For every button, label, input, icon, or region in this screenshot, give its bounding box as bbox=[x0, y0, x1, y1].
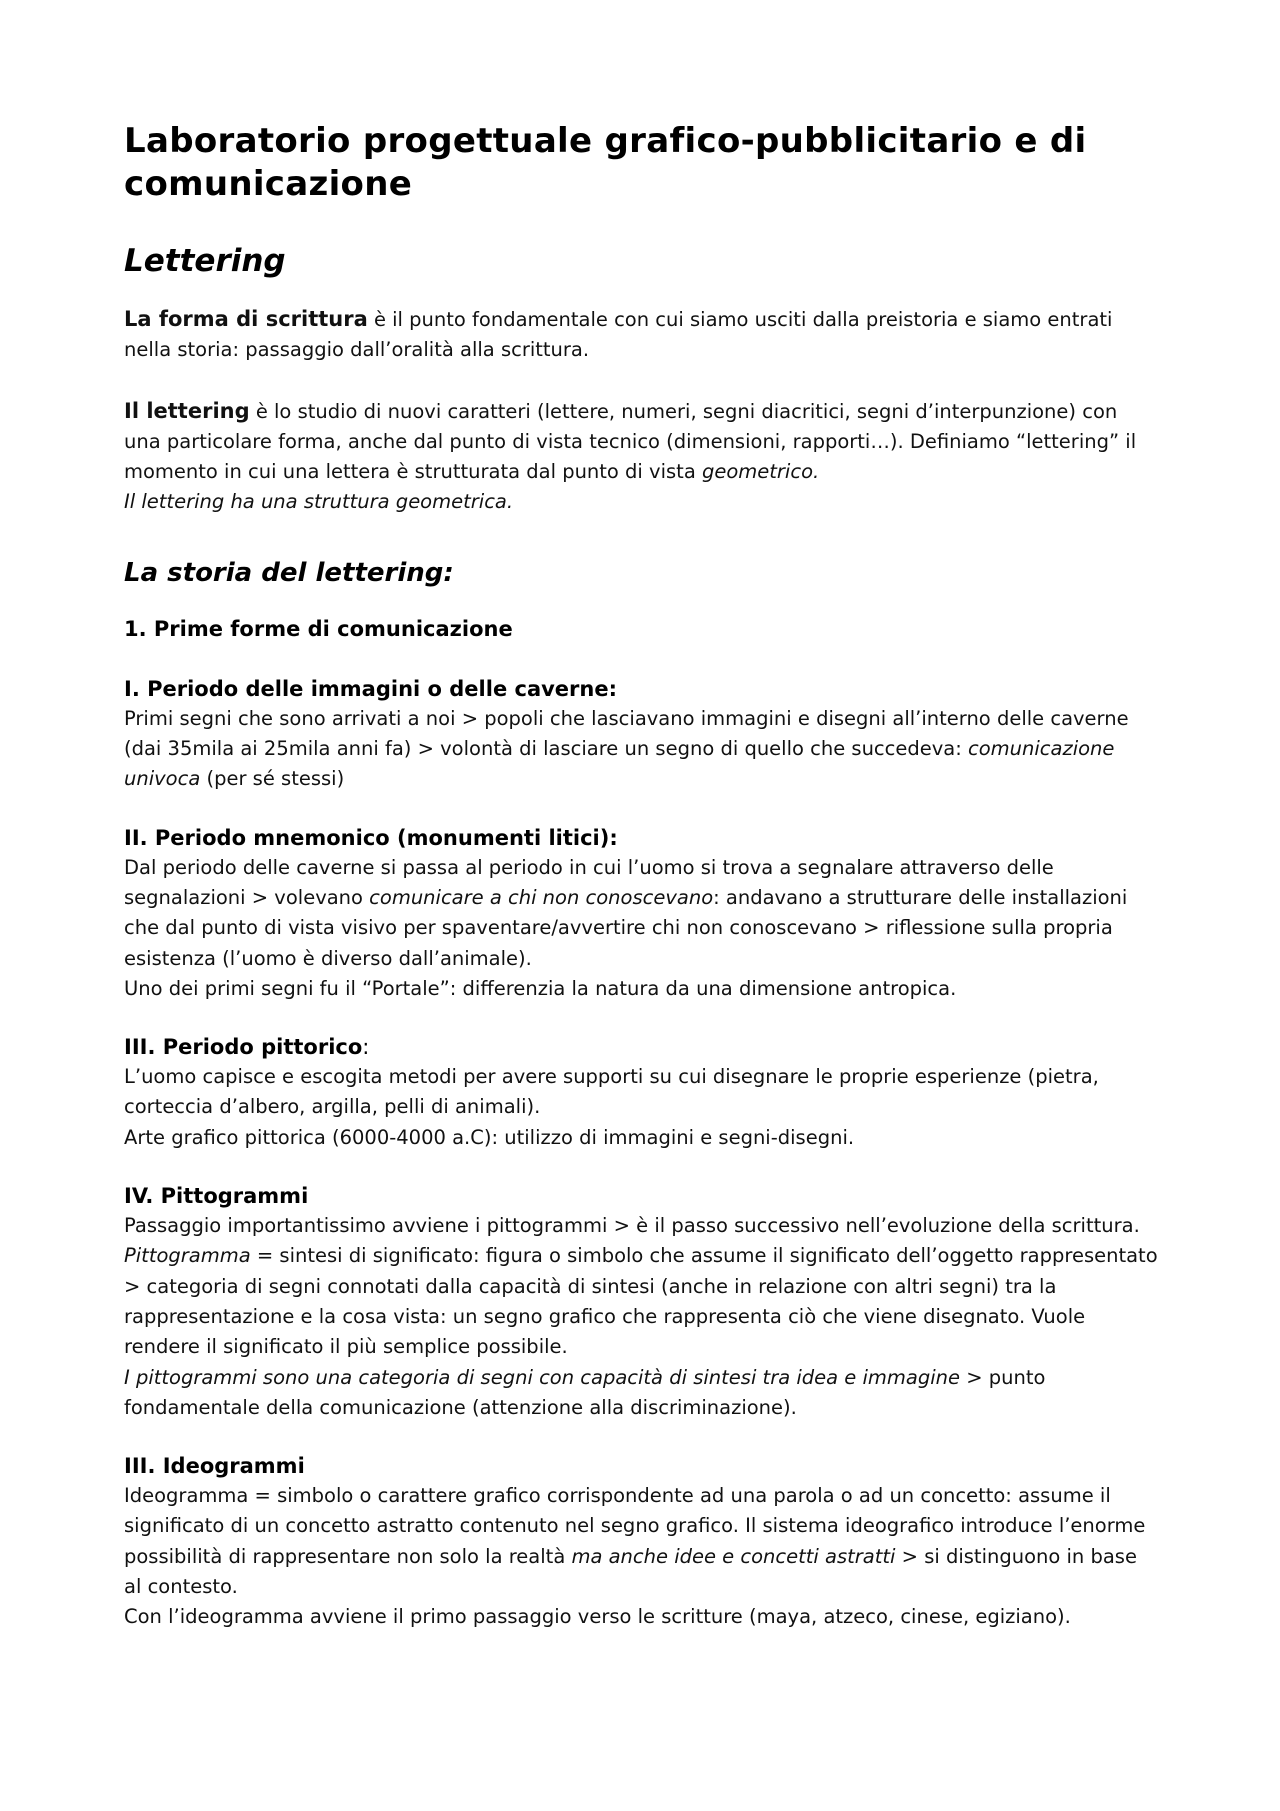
section-line: Con l’ideogramma avviene il primo passaggio verso le scritture (maya, atzeco, cinese, egiziano). bbox=[124, 1605, 1071, 1629]
section-text: Primi segni che sono arrivati a noi > popoli che lasciavano immagini e disegni all’interno delle caverne (dai 35mila ai 25mila anni fa) > volontà di lasciare un segno di quello che succedeva: bbox=[124, 706, 1129, 761]
section-text: > punto fondamentale della comunicazione (attenzione alla discriminazione). bbox=[124, 1365, 1046, 1419]
section-italic: I pittogrammi sono una categoria di segni con capacità di sintesi tra idea e immagine bbox=[124, 1365, 961, 1389]
section-text: Ideogramma = simbolo o carattere grafico corrispondente ad una parola o ad un concetto: assume il significato di un concetto astratto contenuto nel segno grafico. Il sistema ideografico introduce l’enorme possibilità di rappresentare non solo la realtà bbox=[124, 1484, 1146, 1568]
section-pittogrammi bbox=[124, 1181, 1160, 1423]
intro-text-1: è il punto fondamentale con cui siamo usciti dalla preistoria e siamo entrati nella storia: passaggio dall’oralità alla scrittura. bbox=[124, 308, 1113, 362]
intro-text-2: è lo studio di nuovi caratteri (lettere, numeri, segni diacritici, segni d’interpunzione) con una particolare forma, anche dal punto di vista tecnico (dimensioni, rapporti…). Definiamo “lettering” il momento in cui una lettera è strutturata dal punto di vista bbox=[124, 399, 1137, 484]
section-line: Arte grafico pittorica (6000-4000 a.C): utilizzo di immagini e segni-disegni. bbox=[124, 1125, 855, 1149]
section-ideogrammi bbox=[124, 1451, 1160, 1632]
section-heading: I. Periodo delle immagini o delle caverne: bbox=[124, 676, 617, 701]
section-text: Dal periodo delle caverne si passa al periodo in cui l’uomo si trova a segnalare attraverso delle segnalazioni > volevano bbox=[124, 855, 1054, 909]
section-italic: Pittogramma bbox=[124, 1244, 251, 1268]
section-heading: IV. Pittogrammi bbox=[124, 1184, 309, 1209]
section-heading-colon: : bbox=[362, 1035, 370, 1060]
section-line: Uno dei primi segni fu il “Portale”: differenzia la natura da una dimensione antropica. bbox=[124, 976, 957, 1000]
section-heading-text: III. Periodo pittorico bbox=[124, 1035, 363, 1060]
section-summary bbox=[124, 1363, 1160, 1424]
section-definition bbox=[124, 1241, 1160, 1362]
section-heading: III. Ideogrammi bbox=[124, 1454, 305, 1479]
intro-bold-term-2: Il lettering bbox=[124, 398, 250, 423]
section-heading: II. Periodo mnemonico (monumenti litici): bbox=[124, 825, 618, 850]
section-pittorico bbox=[124, 1032, 1160, 1153]
intro-note: Il lettering ha una struttura geometrica. bbox=[124, 490, 514, 514]
section-text-end: (per sé stessi) bbox=[200, 767, 345, 791]
section-body bbox=[124, 853, 1160, 974]
intro-italic-geometrico: geometrico. bbox=[701, 460, 820, 484]
section-italic: comunicazione univoca bbox=[124, 737, 1115, 791]
section-text-end: : andavano a strutturare delle installazioni che dal punto di vista visivo per spaventare/avvertire chi non conoscevano > riflessione sulla propria esistenza (l’uomo è diverso dall’animale). bbox=[124, 885, 1128, 970]
section-mnemonico bbox=[124, 823, 1160, 1004]
intro-paragraph-1 bbox=[124, 304, 1160, 366]
part-heading: 1. Prime forme di comunicazione bbox=[124, 616, 513, 641]
section-body: L’uomo capisce e escogita metodi per avere supporti su cui disegnare le proprie esperienze (pietra, corteccia d’albero, argilla, pelli di animali). bbox=[124, 1065, 1099, 1119]
section-body bbox=[124, 1481, 1160, 1602]
section-text: = sintesi di significato: figura o simbolo che assume il significato dell’oggetto rappresentato > categoria di segni connotati dalla capacità di sintesi (anche in relazione con altri segni) tra la rappresentazione e la cosa vista: un segno grafico che rappresenta ciò che viene disegnato. Vuole rendere il significato il più semplice possibile. bbox=[124, 1244, 1158, 1359]
history-title: La storia del lettering: bbox=[124, 557, 454, 588]
section-body: Passaggio importantissimo avviene i pittogrammi > è il passo successivo nell’evoluzione della scrittura. bbox=[124, 1214, 1140, 1238]
section-heading bbox=[124, 1032, 1160, 1062]
section-italic: comunicare a chi non conoscevano bbox=[369, 885, 714, 909]
document-title: Laboratorio progettuale grafico-pubblicitario e di comunicazione bbox=[124, 121, 1087, 204]
section-caverne bbox=[124, 674, 1160, 795]
section-body bbox=[124, 704, 1160, 795]
intro-bold-term-1: La forma di scrittura bbox=[124, 307, 368, 331]
section-italic: ma anche idee e concetti astratti bbox=[571, 1544, 896, 1568]
intro-paragraph-2 bbox=[124, 396, 1160, 488]
section-text-end: > si distinguono in base al contesto. bbox=[124, 1544, 1137, 1599]
section-title-lettering: Lettering bbox=[124, 243, 286, 279]
